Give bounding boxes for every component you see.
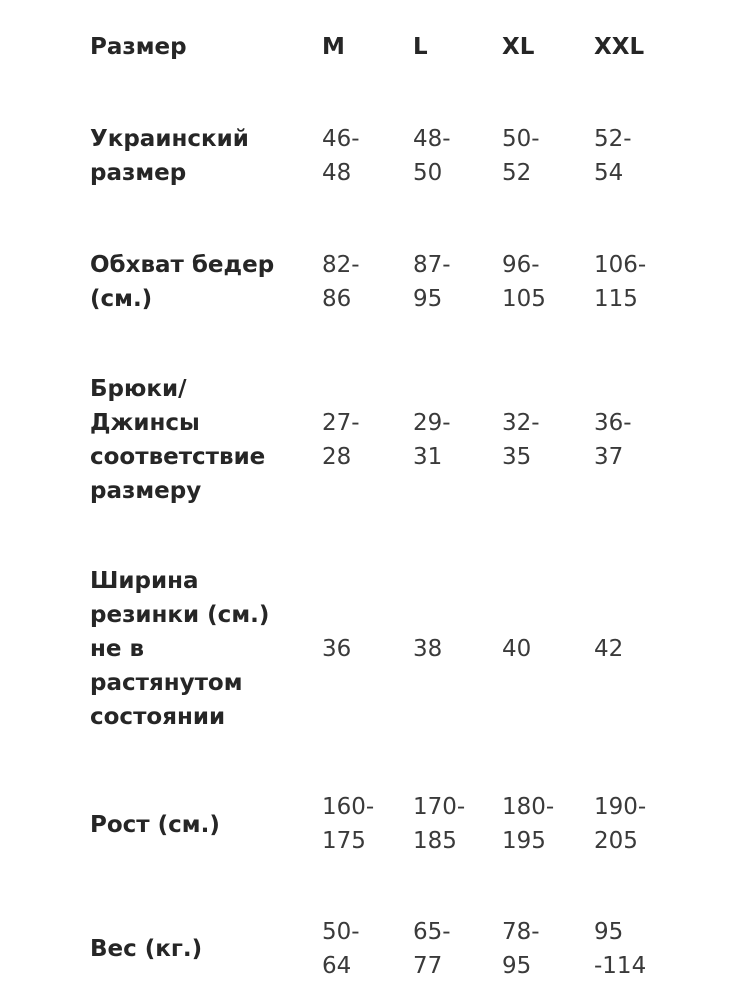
table-cell: 36 xyxy=(322,636,352,662)
size-header-xxl: XXL xyxy=(594,34,645,60)
table-cell: 65- 77 xyxy=(413,919,451,979)
table-cell: 40 xyxy=(502,636,532,662)
header-label: Размер xyxy=(90,34,187,60)
table-cell: 48- 50 xyxy=(413,126,451,186)
table-cell: 38 xyxy=(413,636,443,662)
row-label-trousers-jeans: Брюки/ Джинсы соответствие размеру xyxy=(90,376,266,504)
size-header-l: L xyxy=(413,34,428,60)
table-cell: 52- 54 xyxy=(594,126,632,186)
table-cell: 46- 48 xyxy=(322,126,360,186)
table-cell: 50- 52 xyxy=(502,126,540,186)
row-label-weight: Вес (кг.) xyxy=(90,936,203,962)
table-cell: 180- 195 xyxy=(502,794,555,854)
row-label-waistband-width: Ширина резинки (см.) не в растянутом состоянии xyxy=(90,568,270,730)
table-cell: 95 -114 xyxy=(594,919,647,979)
table-cell: 29- 31 xyxy=(413,410,451,470)
table-cell: 27- 28 xyxy=(322,410,360,470)
table-cell: 36- 37 xyxy=(594,410,632,470)
row-label-height: Рост (см.) xyxy=(90,812,220,838)
table-cell: 82- 86 xyxy=(322,252,360,312)
table-cell: 106- 115 xyxy=(594,252,647,312)
table-cell: 170- 185 xyxy=(413,794,466,854)
table-cell: 78- 95 xyxy=(502,919,540,979)
table-cell: 96- 105 xyxy=(502,252,546,312)
size-header-xl: XL xyxy=(502,34,535,60)
table-cell: 87- 95 xyxy=(413,252,451,312)
table-cell: 190- 205 xyxy=(594,794,647,854)
table-cell: 50- 64 xyxy=(322,919,360,979)
table-cell: 160- 175 xyxy=(322,794,375,854)
table-cell: 42 xyxy=(594,636,624,662)
row-label-ukrainian-size: Украинский размер xyxy=(90,126,249,186)
row-label-hip-girth: Обхват бедер (см.) xyxy=(90,252,275,312)
size-header-m: M xyxy=(322,34,345,60)
table-cell: 32- 35 xyxy=(502,410,540,470)
